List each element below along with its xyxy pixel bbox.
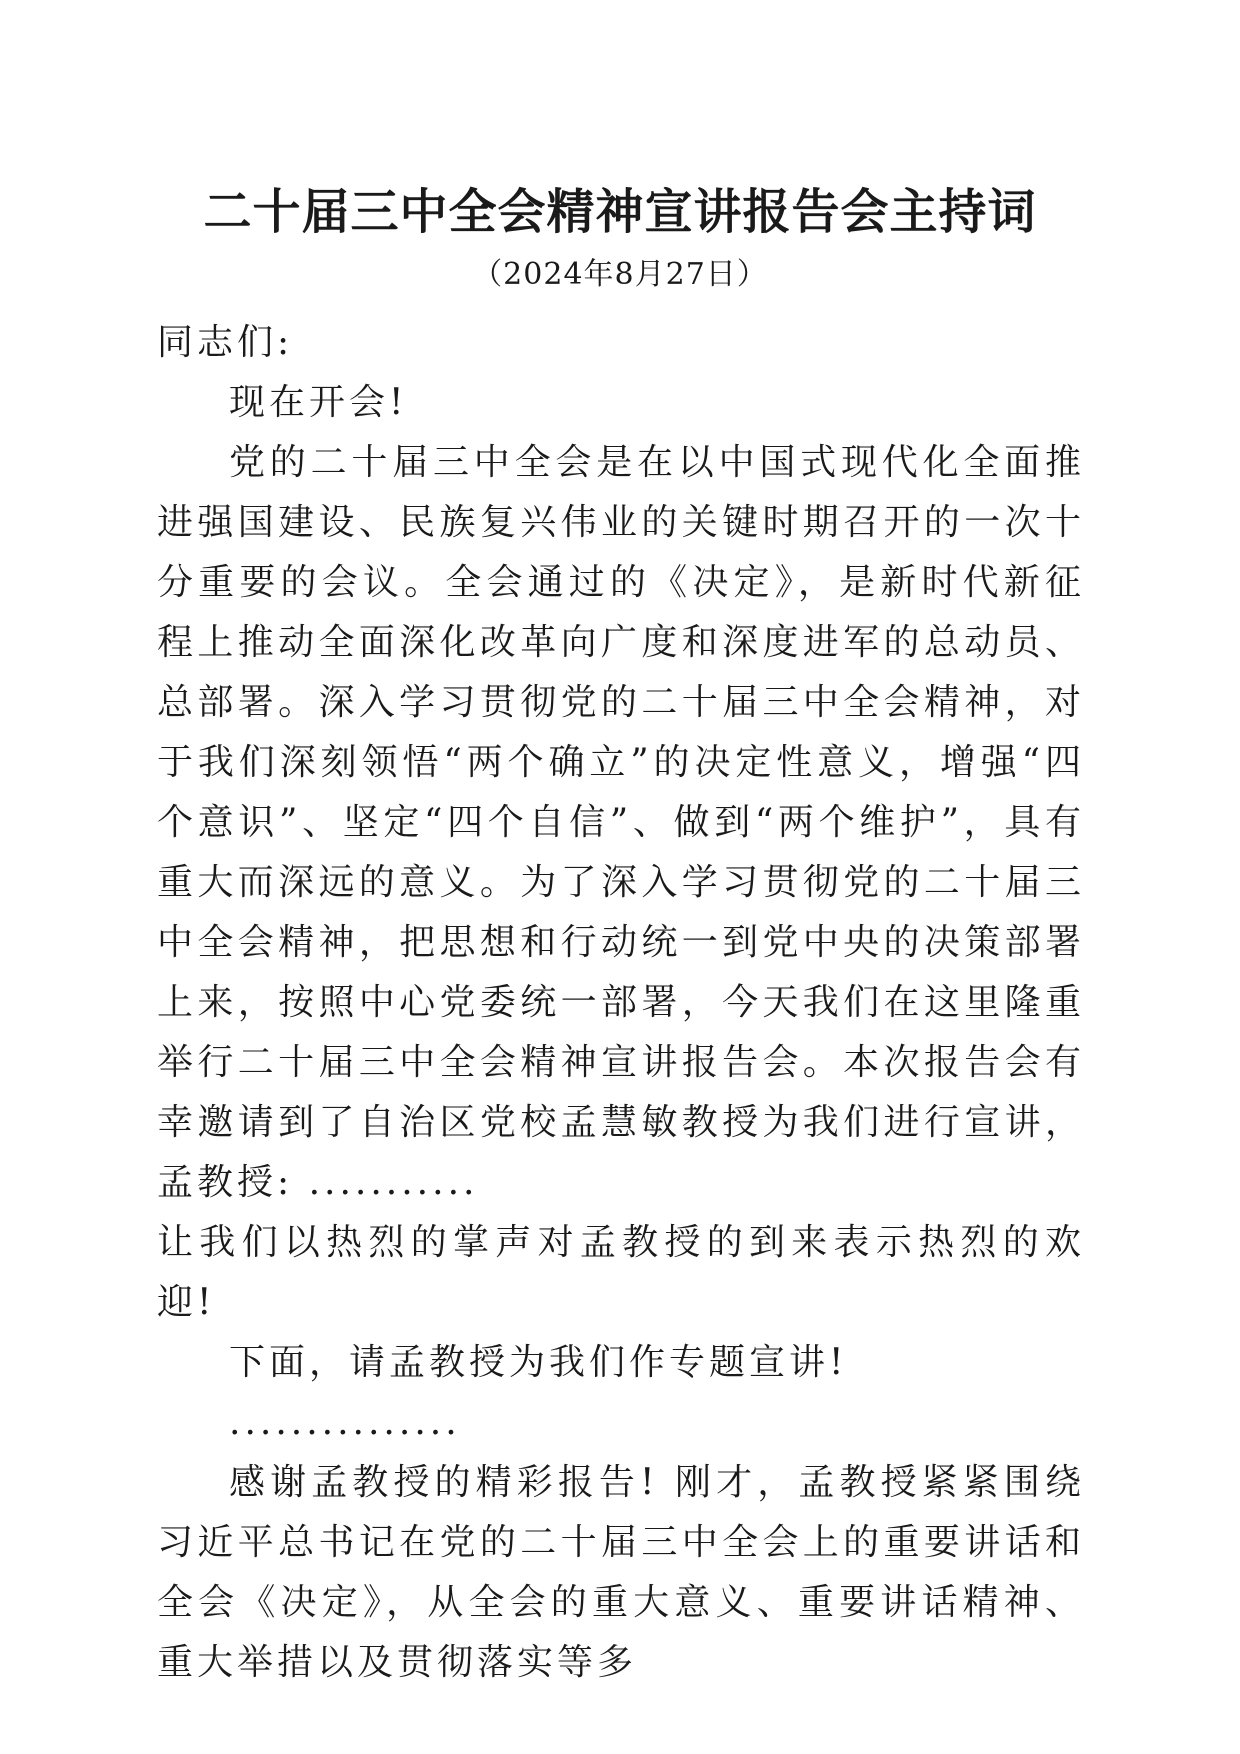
paragraph-invite-speech: 下面，请孟教授为我们作专题宣讲!	[229, 1342, 848, 1383]
document-title: 二十届三中全会精神宣讲报告会主持词	[203, 184, 1037, 240]
salutation: 同志们:	[157, 322, 294, 363]
paragraph-thanks: 感谢孟教授的精彩报告! 刚才，孟教授紧紧围绕习近平总书记在党的二十届三中全会上的重要讲话和全会《决定》，从全会的重大意义、重要讲话精神、重大举措以及贯彻落实等多	[157, 1462, 1085, 1683]
document-date: （2024年8月27日）	[472, 257, 768, 292]
paragraph-opening: 现在开会!	[229, 382, 408, 423]
document-body	[157, 313, 1085, 1693]
paragraph-introduction: 党的二十届三中全会是在以中国式现代化全面推进强国建设、民族复兴伟业的关键时期召开的一次十分重要的会议。全会通过的《决定》，是新时代新征程上推动全面深化改革向广度和深度进军的总动员、总部署。深入学习贯彻党的二十届三中全会精神，对于我们深刻领悟“两个确立”的决定性意义，增强“四个意识”、坚定“四个自信”、做到“两个维护”，具有重大而深远的意义。为了深入学习贯彻党的二十届三中全会精神，把思想和行动统一到党中央的决策部署上来，按照中心党委统一部署，今天我们在这里隆重举行二十届三中全会精神宣讲报告会。本次报告会有幸邀请到了自治区党校孟慧敏教授为我们进行宣讲，孟教授: ...........	[157, 442, 1085, 1203]
paragraph-welcome: 让我们以热烈的掌声对孟教授的到来表示热烈的欢迎!	[157, 1222, 1085, 1323]
paragraph-ellipsis: ...............	[229, 1402, 461, 1443]
